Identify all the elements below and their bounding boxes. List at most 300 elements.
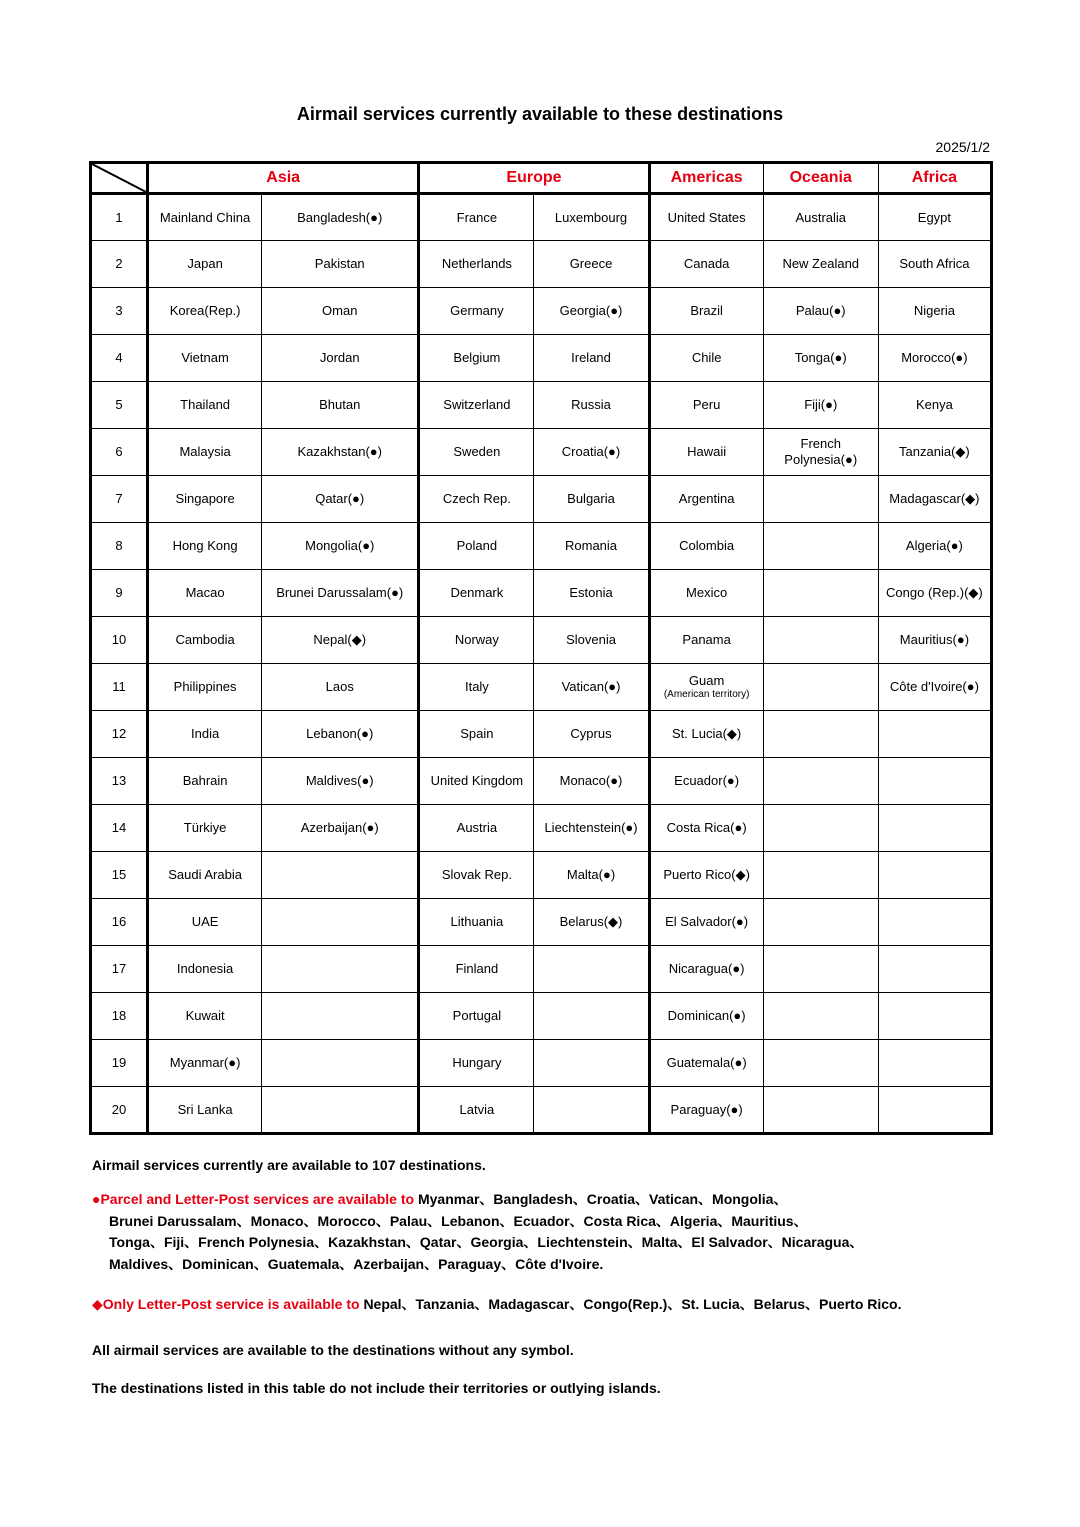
cell-europe-1 (419, 382, 534, 429)
header-oceania: Oceania (763, 163, 878, 194)
table-row (91, 617, 992, 664)
cell-europe-1-text: Denmark (450, 585, 504, 600)
table-row (91, 758, 992, 805)
cell-africa (878, 241, 991, 288)
cell-europe-2-text: Croatia(●) (561, 444, 621, 459)
cell-europe-2 (534, 523, 649, 570)
row-number (91, 570, 148, 617)
cell-asia-1-text: UAE (191, 914, 219, 929)
cell-americas-subtext: (American territory) (663, 689, 750, 700)
cell-africa-text: Côte d'Ivoire(●) (889, 679, 979, 694)
cell-asia-2-text: Lebanon(●) (306, 726, 374, 741)
cell-europe-1 (419, 429, 534, 476)
row-number-text: 17 (111, 961, 127, 976)
cell-europe-2 (534, 993, 649, 1040)
cell-africa (878, 899, 991, 946)
cell-asia-2 (262, 476, 419, 523)
cell-americas-text: Guam (688, 673, 725, 688)
cell-americas (649, 570, 763, 617)
cell-europe-1 (419, 288, 534, 335)
header-americas: Americas (649, 163, 763, 194)
cell-europe-2 (534, 288, 649, 335)
cell-americas-text: Brazil (690, 303, 723, 318)
cell-europe-1-text: Czech Rep. (442, 491, 511, 506)
cell-oceania (763, 758, 878, 805)
cell-asia-2 (262, 993, 419, 1040)
cell-europe-1 (419, 993, 534, 1040)
cell-asia-1 (148, 335, 262, 382)
table-row (91, 241, 992, 288)
cell-asia-1 (148, 852, 262, 899)
row-number-text: 16 (111, 914, 127, 929)
cell-asia-2-text: Qatar(●) (315, 491, 365, 506)
cell-europe-2 (534, 617, 649, 664)
row-number-text: 18 (111, 1008, 127, 1023)
cell-asia-2-text: Kazakhstan(●) (297, 444, 382, 459)
cell-asia-1-text: Bahrain (182, 773, 228, 788)
cell-asia-2-text: Pakistan (314, 256, 365, 271)
cell-europe-1-text: Germany (450, 303, 504, 318)
cell-americas (649, 664, 763, 711)
parcel-list-3: Tonga、Fiji、French Polynesia、Kazakhstan、Qatar、Georgia、Liechtenstein、Malta、El Salvador、Nicaragua、 (109, 1234, 864, 1250)
cell-asia-1 (148, 476, 262, 523)
row-number (91, 1087, 148, 1134)
cell-americas (649, 758, 763, 805)
cell-asia-2 (262, 617, 419, 664)
cell-africa (878, 476, 991, 523)
cell-americas-text: Argentina (678, 491, 735, 506)
row-number (91, 429, 148, 476)
cell-asia-1 (148, 664, 262, 711)
row-number (91, 194, 148, 241)
cell-asia-1 (148, 805, 262, 852)
cell-asia-1 (148, 899, 262, 946)
cell-europe-1-text: Netherlands (441, 256, 512, 271)
cell-oceania-text: Australia (795, 209, 847, 225)
cell-asia-2-text: Oman (322, 303, 358, 318)
cell-americas (649, 852, 763, 899)
total-destinations-note: Airmail services currently are available to 107 destinations. (92, 1157, 486, 1173)
cell-asia-2-text: Laos (325, 679, 354, 694)
cell-europe-1-text: Lithuania (450, 914, 504, 929)
cell-asia-1 (148, 241, 262, 288)
row-number (91, 476, 148, 523)
cell-africa-text: Egypt (917, 209, 952, 225)
cell-asia-2 (262, 523, 419, 570)
cell-asia-1-text: Vietnam (181, 350, 229, 365)
row-number-text: 20 (111, 1101, 127, 1117)
cell-europe-2-text: Liechtenstein(●) (544, 820, 638, 835)
cell-europe-2-text: Romania (565, 538, 618, 553)
parcel-letter-note (92, 1189, 863, 1275)
cell-asia-1-text: Singapore (175, 491, 235, 506)
cell-asia-1 (148, 523, 262, 570)
cell-africa (878, 946, 991, 993)
row-number-text: 1 (115, 209, 123, 225)
cell-africa (878, 288, 991, 335)
cell-asia-1 (148, 1087, 262, 1134)
cell-asia-2 (262, 758, 419, 805)
cell-asia-2-text: Nepal(◆) (313, 632, 367, 647)
cell-europe-1-text: Austria (456, 820, 498, 835)
cell-americas (649, 429, 763, 476)
cell-asia-1-text: Malaysia (179, 444, 231, 459)
cell-oceania-text: Palau(●) (795, 303, 846, 318)
cell-americas (649, 1087, 763, 1134)
cell-africa-text: Algeria(●) (905, 538, 963, 553)
cell-europe-1-text: Spain (460, 726, 494, 741)
cell-europe-2 (534, 476, 649, 523)
cell-europe-2-text: Greece (569, 256, 613, 271)
cell-europe-2 (534, 805, 649, 852)
cell-americas-text: Peru (692, 397, 721, 412)
parcel-label: ●Parcel and Letter-Post services are available to (92, 1191, 418, 1207)
cell-europe-2-text: Malta(●) (566, 867, 616, 882)
cell-asia-1-text: Sri Lanka (177, 1101, 233, 1117)
cell-asia-1 (148, 617, 262, 664)
cell-europe-2-text: Georgia(●) (559, 303, 623, 318)
cell-asia-2 (262, 335, 419, 382)
cell-asia-2 (262, 899, 419, 946)
cell-europe-1-text: Portugal (452, 1008, 502, 1023)
row-number (91, 946, 148, 993)
cell-americas (649, 993, 763, 1040)
table-row (91, 570, 992, 617)
cell-americas-text: United States (667, 209, 746, 225)
cell-americas (649, 617, 763, 664)
cell-asia-2 (262, 429, 419, 476)
cell-americas-text: Puerto Rico(◆) (663, 867, 750, 882)
cell-europe-1 (419, 241, 534, 288)
cell-asia-2-text: Bangladesh(●) (297, 209, 383, 225)
cell-europe-2 (534, 711, 649, 758)
cell-europe-2-text: Monaco(●) (559, 773, 623, 788)
cell-asia-2 (262, 288, 419, 335)
cell-oceania (763, 570, 878, 617)
cell-asia-2 (262, 852, 419, 899)
cell-europe-2 (534, 570, 649, 617)
header-asia: Asia (148, 163, 419, 194)
cell-africa (878, 758, 991, 805)
cell-europe-1-text: Belgium (453, 350, 501, 365)
cell-africa-text: Nigeria (913, 303, 955, 318)
cell-oceania (763, 335, 878, 382)
cell-europe-2 (534, 241, 649, 288)
cell-asia-2-text: Azerbaijan(●) (300, 820, 379, 835)
cell-europe-1 (419, 664, 534, 711)
cell-americas (649, 194, 763, 241)
cell-americas-text: El Salvador(●) (665, 914, 749, 929)
cell-asia-2 (262, 194, 419, 241)
header-africa: Africa (878, 163, 991, 194)
cell-europe-1 (419, 1087, 534, 1134)
cell-asia-1-text: Saudi Arabia (168, 867, 242, 882)
cell-asia-1-text: Cambodia (175, 632, 235, 647)
cell-asia-1 (148, 946, 262, 993)
cell-europe-2-text: Slovenia (566, 632, 616, 647)
cell-europe-2 (534, 1087, 649, 1134)
cell-asia-2 (262, 1040, 419, 1087)
cell-africa (878, 1087, 991, 1134)
row-number-text: 8 (115, 538, 123, 553)
cell-americas-text: Guatemala(●) (666, 1055, 747, 1070)
cell-asia-1-text: Philippines (173, 679, 237, 694)
cell-americas (649, 523, 763, 570)
cell-asia-1 (148, 758, 262, 805)
cell-europe-2 (534, 1040, 649, 1087)
cell-oceania (763, 288, 878, 335)
cell-africa (878, 993, 991, 1040)
cell-europe-1 (419, 1040, 534, 1087)
cell-africa-text: Morocco(●) (901, 350, 968, 365)
parcel-list-4: Maldives、Dominican、Guatemala、Azerbaijan、Paraguay、Côte d'Ivoire. (109, 1255, 604, 1272)
cell-europe-2 (534, 335, 649, 382)
cell-europe-1-text: Sweden (453, 444, 501, 459)
cell-europe-1-text: France (456, 209, 498, 225)
row-number (91, 523, 148, 570)
destinations-table (89, 161, 993, 1135)
cell-europe-2-text: Cyprus (570, 726, 612, 741)
row-number (91, 1040, 148, 1087)
table-row (91, 476, 992, 523)
cell-asia-1-text: Macao (185, 585, 225, 600)
row-number (91, 758, 148, 805)
cell-asia-1-text: Korea(Rep.) (169, 303, 241, 318)
cell-oceania-text: French Polynesia(●) (784, 436, 858, 467)
cell-africa-text: Madagascar(◆) (889, 491, 980, 506)
cell-asia-1 (148, 711, 262, 758)
cell-americas-text: Canada (683, 256, 730, 271)
row-number (91, 335, 148, 382)
cell-asia-2 (262, 711, 419, 758)
row-number (91, 711, 148, 758)
cell-oceania (763, 194, 878, 241)
cell-asia-1-text: Kuwait (185, 1008, 225, 1023)
cell-asia-2 (262, 241, 419, 288)
row-number-text: 19 (111, 1055, 127, 1070)
cell-americas-text: Hawaii (687, 444, 727, 459)
cell-africa (878, 664, 991, 711)
cell-asia-2-text: Brunei Darussalam(●) (276, 585, 404, 600)
cell-americas (649, 1040, 763, 1087)
cell-americas (649, 382, 763, 429)
row-number-text: 10 (111, 632, 127, 647)
cell-africa (878, 570, 991, 617)
header-europe: Europe (419, 163, 649, 194)
cell-europe-1 (419, 194, 534, 241)
row-number-text: 2 (115, 256, 123, 271)
row-number-text: 15 (111, 867, 127, 882)
cell-americas (649, 335, 763, 382)
row-number (91, 899, 148, 946)
cell-oceania-text: New Zealand (782, 256, 860, 271)
cell-europe-2 (534, 758, 649, 805)
cell-oceania (763, 805, 878, 852)
cell-africa (878, 805, 991, 852)
cell-africa (878, 852, 991, 899)
cell-asia-1 (148, 1040, 262, 1087)
cell-europe-1 (419, 617, 534, 664)
row-number-text: 6 (115, 444, 123, 459)
cell-asia-2-text: Jordan (319, 350, 360, 365)
cell-europe-2-text: Belarus(◆) (559, 914, 623, 929)
cell-europe-1 (419, 570, 534, 617)
cell-asia-1-text: Mainland China (159, 209, 251, 225)
parcel-list-1: Myanmar、Bangladesh、Croatia、Vatican、Mongolia、 (417, 1191, 788, 1207)
cell-oceania (763, 523, 878, 570)
letter-label: ◆Only Letter-Post service is available to (92, 1296, 364, 1312)
cell-europe-2-text: Bulgaria (567, 491, 615, 506)
row-number-text: 9 (115, 585, 123, 600)
corner-cell (91, 163, 148, 194)
cell-africa (878, 523, 991, 570)
cell-asia-1-text: Myanmar(●) (169, 1055, 241, 1070)
cell-europe-2 (534, 664, 649, 711)
table-row (91, 429, 992, 476)
cell-oceania (763, 241, 878, 288)
cell-oceania (763, 711, 878, 758)
cell-oceania (763, 1040, 878, 1087)
table-row (91, 1040, 992, 1087)
cell-oceania-text: Tonga(●) (794, 350, 847, 365)
cell-oceania (763, 1087, 878, 1134)
cell-oceania (763, 993, 878, 1040)
cell-africa (878, 429, 991, 476)
table-row (91, 711, 992, 758)
cell-americas (649, 711, 763, 758)
cell-oceania (763, 664, 878, 711)
cell-africa (878, 711, 991, 758)
row-number (91, 993, 148, 1040)
cell-europe-1 (419, 335, 534, 382)
date: 2025/1/2 (935, 139, 990, 155)
cell-americas-text: Dominican(●) (667, 1008, 746, 1023)
cell-europe-1-text: Italy (464, 679, 489, 694)
cell-europe-1 (419, 805, 534, 852)
cell-oceania (763, 852, 878, 899)
cell-americas (649, 288, 763, 335)
cell-asia-2 (262, 1087, 419, 1134)
row-number-text: 4 (115, 350, 123, 365)
table-row (91, 523, 992, 570)
cell-asia-1 (148, 382, 262, 429)
cell-europe-1-text: Norway (454, 632, 499, 647)
cell-europe-2-text: Luxembourg (554, 209, 628, 225)
row-number-text: 3 (115, 303, 123, 318)
table-row (91, 899, 992, 946)
cell-europe-2 (534, 899, 649, 946)
cell-europe-1 (419, 758, 534, 805)
cell-asia-2 (262, 382, 419, 429)
cell-africa (878, 335, 991, 382)
cell-oceania (763, 476, 878, 523)
cell-europe-2 (534, 382, 649, 429)
all-services-note: All airmail services are available to the destinations without any symbol. (92, 1342, 574, 1358)
cell-asia-1 (148, 194, 262, 241)
row-number (91, 805, 148, 852)
cell-oceania (763, 946, 878, 993)
cell-europe-2-text: Estonia (569, 585, 613, 600)
cell-asia-1-text: Japan (187, 256, 223, 271)
cell-europe-1-text: Poland (456, 538, 498, 553)
cell-europe-1-text: Hungary (452, 1055, 502, 1070)
row-number (91, 241, 148, 288)
cell-asia-2 (262, 805, 419, 852)
cell-asia-2 (262, 664, 419, 711)
cell-europe-1-text: Finland (455, 961, 499, 976)
cell-europe-1-text: United Kingdom (430, 773, 524, 788)
row-number (91, 617, 148, 664)
cell-asia-1 (148, 429, 262, 476)
row-number-text: 12 (111, 726, 127, 741)
cell-europe-2 (534, 429, 649, 476)
table-row (91, 1087, 992, 1134)
cell-oceania (763, 382, 878, 429)
cell-africa-text: Congo (Rep.)(◆) (886, 585, 983, 600)
cell-asia-2 (262, 946, 419, 993)
cell-asia-2-text: Maldives(●) (305, 773, 374, 788)
row-number (91, 852, 148, 899)
cell-americas (649, 805, 763, 852)
cell-europe-1 (419, 852, 534, 899)
table-row (91, 288, 992, 335)
cell-americas (649, 241, 763, 288)
cell-africa-text: South Africa (899, 256, 970, 271)
table-row (91, 805, 992, 852)
cell-americas-text: Chile (691, 350, 722, 365)
cell-americas-text: Colombia (679, 538, 735, 553)
cell-europe-1 (419, 523, 534, 570)
cell-europe-1 (419, 899, 534, 946)
cell-asia-1-text: Thailand (180, 397, 231, 412)
cell-europe-1 (419, 946, 534, 993)
cell-americas (649, 476, 763, 523)
cell-africa (878, 1040, 991, 1087)
cell-americas-text: Costa Rica(●) (666, 820, 747, 835)
cell-europe-1-text: Switzerland (443, 397, 511, 412)
table-row (91, 335, 992, 382)
cell-americas-text: Nicaragua(●) (668, 961, 745, 976)
cell-africa (878, 194, 991, 241)
letter-only-note (92, 1294, 902, 1314)
cell-europe-2 (534, 946, 649, 993)
cell-europe-1 (419, 476, 534, 523)
cell-europe-1-text: Slovak Rep. (441, 867, 512, 882)
cell-oceania (763, 429, 878, 476)
cell-asia-2 (262, 570, 419, 617)
cell-europe-1-text: Latvia (459, 1101, 495, 1117)
cell-americas (649, 899, 763, 946)
territories-note: The destinations listed in this table do not include their territories or outlying islands. (92, 1380, 661, 1396)
cell-americas (649, 946, 763, 993)
cell-europe-2-text: Vatican(●) (561, 679, 621, 694)
cell-europe-1 (419, 711, 534, 758)
parcel-list-2: Brunei Darussalam、Monaco、Morocco、Palau、Lebanon、Ecuador、Costa Rica、Algeria、Mauritius、 (109, 1212, 808, 1229)
cell-europe-2 (534, 852, 649, 899)
cell-africa-text: Kenya (915, 397, 953, 412)
cell-asia-1-text: Indonesia (176, 961, 234, 976)
table-row (91, 382, 992, 429)
table-row (91, 946, 992, 993)
cell-europe-2-text: Ireland (571, 350, 611, 365)
row-number-text: 7 (115, 491, 123, 506)
cell-americas-text: Ecuador(●) (674, 773, 740, 788)
cell-asia-1 (148, 993, 262, 1040)
cell-africa-text: Mauritius(●) (899, 632, 970, 647)
cell-americas-text: St. Lucia(◆) (672, 726, 742, 741)
page-title: Airmail services currently available to these destinations (296, 104, 784, 124)
table-row (91, 993, 992, 1040)
